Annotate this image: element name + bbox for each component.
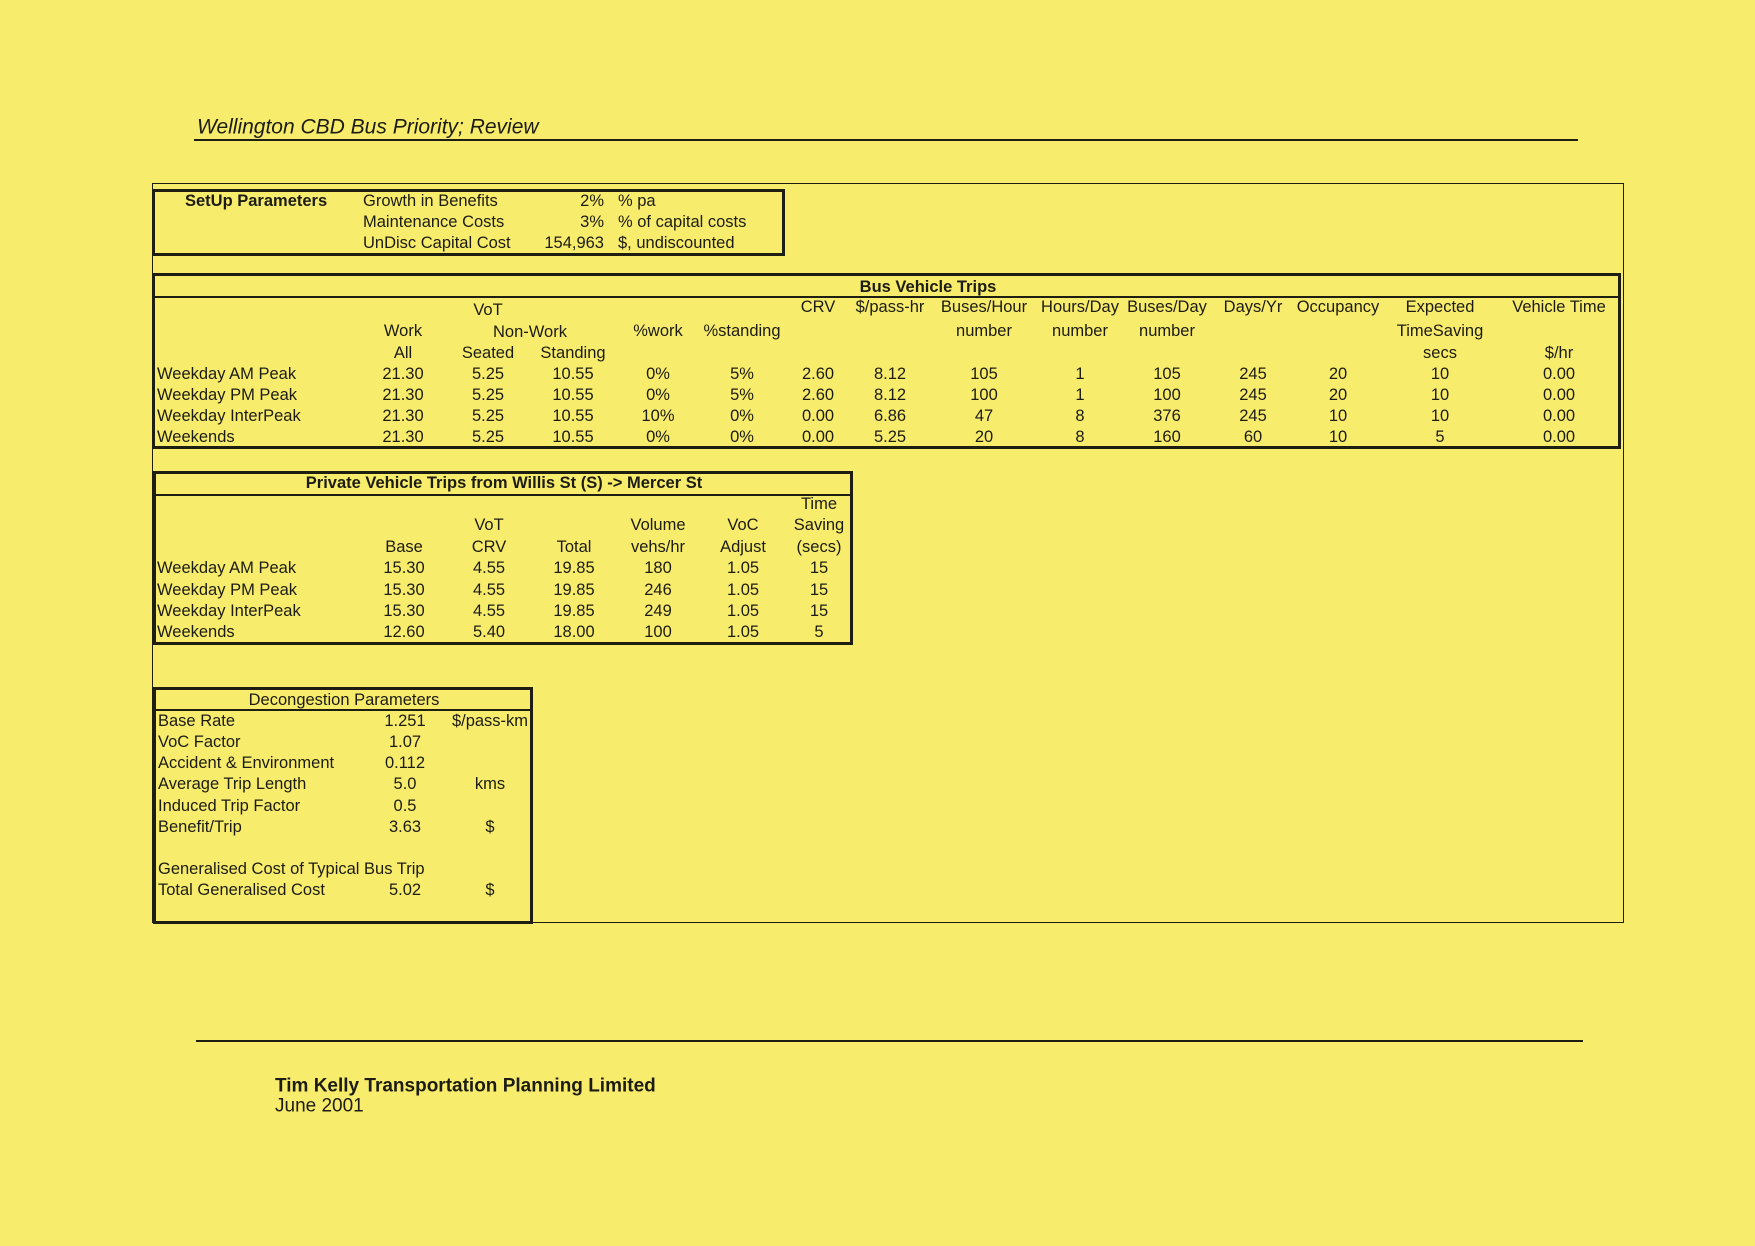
table-cell: 19.85 bbox=[553, 601, 595, 620]
table-cell: 0% bbox=[646, 364, 670, 383]
column-header: Expected bbox=[1405, 297, 1475, 316]
table-cell: 376 bbox=[1153, 406, 1181, 425]
table-cell: 10 bbox=[1430, 406, 1450, 425]
setup-unit: $, undiscounted bbox=[618, 233, 735, 252]
table-cell: 15 bbox=[809, 558, 829, 577]
setup-value: 154,963 bbox=[544, 233, 604, 252]
table-cell: 0.00 bbox=[1542, 406, 1576, 425]
footer-date: June 2001 bbox=[275, 1095, 364, 1117]
table-cell: $/pass-km bbox=[451, 711, 529, 730]
table-cell: 5.02 bbox=[388, 880, 422, 899]
table-cell: 15 bbox=[809, 601, 829, 620]
row-label: Weekday PM Peak bbox=[157, 385, 298, 404]
table-cell: 0.00 bbox=[801, 406, 835, 425]
table-cell: 4.55 bbox=[472, 601, 506, 620]
table-cell: 8.12 bbox=[873, 385, 907, 404]
column-header: Days/Yr bbox=[1223, 297, 1283, 316]
generalised-cost-title: Generalised Cost of Typical Bus Trip bbox=[158, 859, 425, 878]
column-header: number bbox=[1052, 321, 1108, 340]
footer-company: Tim Kelly Transportation Planning Limited bbox=[275, 1075, 656, 1097]
table-cell: 5.0 bbox=[393, 774, 417, 793]
row-label: Benefit/Trip bbox=[158, 817, 242, 836]
decongestion-header-rule bbox=[153, 709, 533, 711]
column-header: Work bbox=[383, 321, 423, 340]
table-cell: 249 bbox=[644, 601, 672, 620]
document-title: Wellington CBD Bus Priority; Review bbox=[197, 115, 539, 139]
table-cell: 0.00 bbox=[801, 427, 835, 446]
table-cell: kms bbox=[474, 774, 506, 793]
column-header: VoC bbox=[727, 515, 759, 534]
column-header: number bbox=[1139, 321, 1195, 340]
table-cell: 1 bbox=[1075, 385, 1085, 404]
footer-rule bbox=[196, 1040, 1583, 1042]
table-cell: 0% bbox=[730, 427, 754, 446]
column-header: Adjust bbox=[720, 537, 766, 556]
table-cell: 10.55 bbox=[552, 406, 594, 425]
column-header: TimeSaving bbox=[1396, 321, 1484, 340]
setup-label: Maintenance Costs bbox=[363, 212, 505, 231]
table-cell: 19.85 bbox=[553, 580, 595, 599]
table-cell: 0.00 bbox=[1542, 427, 1576, 446]
column-header: Total bbox=[556, 537, 592, 556]
column-header: %work bbox=[633, 321, 683, 340]
column-header: %standing bbox=[703, 321, 781, 340]
column-header: Time bbox=[800, 494, 838, 513]
table-cell: 4.55 bbox=[472, 558, 506, 577]
table-cell: 0% bbox=[646, 427, 670, 446]
decongestion-title: Decongestion Parameters bbox=[248, 690, 440, 709]
table-cell: 5.25 bbox=[471, 427, 505, 446]
table-cell: 5.40 bbox=[472, 622, 506, 641]
non-work-header: Non-Work bbox=[493, 322, 567, 341]
table-cell: 3.63 bbox=[388, 817, 422, 836]
table-cell: 18.00 bbox=[553, 622, 595, 641]
table-cell: 5% bbox=[730, 364, 754, 383]
table-cell: 1.251 bbox=[384, 711, 426, 730]
table-cell: 20 bbox=[1328, 385, 1348, 404]
table-cell: 15 bbox=[809, 580, 829, 599]
table-cell: 1.05 bbox=[726, 601, 760, 620]
table-cell: 0.00 bbox=[1542, 364, 1576, 383]
column-header: Volume bbox=[630, 515, 686, 534]
row-label: Total Generalised Cost bbox=[158, 880, 325, 899]
setup-label: UnDisc Capital Cost bbox=[363, 233, 511, 252]
column-header: Standing bbox=[540, 343, 606, 362]
table-cell: 47 bbox=[974, 406, 994, 425]
table-cell: 21.30 bbox=[382, 427, 424, 446]
row-label: Accident & Environment bbox=[158, 753, 335, 772]
table-cell: 0% bbox=[730, 406, 754, 425]
column-header: Buses/Day bbox=[1127, 297, 1207, 316]
table-cell: 5.25 bbox=[873, 427, 907, 446]
setup-title: SetUp Parameters bbox=[185, 191, 328, 210]
table-cell: 5.25 bbox=[471, 406, 505, 425]
table-cell: 15.30 bbox=[383, 558, 425, 577]
table-cell: $ bbox=[485, 880, 495, 899]
table-cell: 245 bbox=[1239, 364, 1267, 383]
table-cell: 60 bbox=[1243, 427, 1263, 446]
table-cell: 15.30 bbox=[383, 580, 425, 599]
table-cell: 20 bbox=[1328, 364, 1348, 383]
row-label: Weekday InterPeak bbox=[157, 601, 301, 620]
table-cell: 20 bbox=[974, 427, 994, 446]
table-cell: 12.60 bbox=[383, 622, 425, 641]
table-cell: 160 bbox=[1153, 427, 1181, 446]
column-header: number bbox=[956, 321, 1012, 340]
table-cell: 8 bbox=[1075, 406, 1085, 425]
column-header: Vehicle Time bbox=[1512, 297, 1606, 316]
row-label: Weekday InterPeak bbox=[157, 406, 301, 425]
column-header: Saving bbox=[793, 515, 845, 534]
setup-value: 2% bbox=[580, 191, 604, 210]
vot-header: VoT bbox=[473, 300, 503, 319]
column-header: CRV bbox=[800, 297, 836, 316]
table-cell: 246 bbox=[644, 580, 672, 599]
table-cell: 1.05 bbox=[726, 558, 760, 577]
table-cell: $ bbox=[485, 817, 495, 836]
table-cell: 15.30 bbox=[383, 601, 425, 620]
table-cell: 6.86 bbox=[873, 406, 907, 425]
private-title: Private Vehicle Trips from Willis St (S) -> Mercer St bbox=[305, 473, 703, 492]
table-cell: 10.55 bbox=[552, 385, 594, 404]
table-cell: 105 bbox=[1153, 364, 1181, 383]
row-label: VoC Factor bbox=[158, 732, 241, 751]
row-label: Weekday AM Peak bbox=[157, 558, 297, 577]
column-header: $/pass-hr bbox=[855, 297, 925, 316]
row-label: Base Rate bbox=[158, 711, 236, 730]
table-cell: 2.60 bbox=[801, 364, 835, 383]
setup-unit: % of capital costs bbox=[618, 212, 747, 231]
column-header: All bbox=[393, 343, 413, 362]
table-cell: 8 bbox=[1075, 427, 1085, 446]
row-label: Weekends bbox=[157, 427, 235, 446]
table-cell: 100 bbox=[970, 385, 998, 404]
table-cell: 0.5 bbox=[393, 796, 417, 815]
row-label: Weekends bbox=[157, 622, 235, 641]
table-cell: 5 bbox=[814, 622, 824, 641]
table-cell: 105 bbox=[970, 364, 998, 383]
column-header: $/hr bbox=[1544, 343, 1574, 362]
table-cell: 1.05 bbox=[726, 622, 760, 641]
column-header: secs bbox=[1423, 343, 1457, 362]
table-cell: 21.30 bbox=[382, 364, 424, 383]
table-cell: 5.25 bbox=[471, 385, 505, 404]
bus-title: Bus Vehicle Trips bbox=[859, 277, 997, 296]
column-header: Seated bbox=[461, 343, 515, 362]
table-cell: 10 bbox=[1328, 427, 1348, 446]
table-cell: 245 bbox=[1239, 385, 1267, 404]
column-header: Base bbox=[385, 537, 423, 556]
table-cell: 1.05 bbox=[726, 580, 760, 599]
table-cell: 10.55 bbox=[552, 364, 594, 383]
column-header: vehs/hr bbox=[630, 537, 686, 556]
table-cell: 1 bbox=[1075, 364, 1085, 383]
table-cell: 0.00 bbox=[1542, 385, 1576, 404]
column-header: (secs) bbox=[796, 537, 842, 556]
table-cell: 100 bbox=[644, 622, 672, 641]
private-header-rule bbox=[153, 494, 853, 496]
table-cell: 5 bbox=[1435, 427, 1445, 446]
column-header: VoT bbox=[474, 515, 504, 534]
table-cell: 1.07 bbox=[388, 732, 422, 751]
table-cell: 10% bbox=[641, 406, 675, 425]
table-cell: 100 bbox=[1153, 385, 1181, 404]
table-cell: 245 bbox=[1239, 406, 1267, 425]
table-cell: 10 bbox=[1430, 385, 1450, 404]
table-cell: 10 bbox=[1430, 364, 1450, 383]
table-cell: 4.55 bbox=[472, 580, 506, 599]
table-cell: 10.55 bbox=[552, 427, 594, 446]
row-label: Weekday PM Peak bbox=[157, 580, 298, 599]
table-cell: 0.112 bbox=[384, 753, 426, 772]
table-cell: 5% bbox=[730, 385, 754, 404]
table-cell: 21.30 bbox=[382, 385, 424, 404]
table-cell: 10 bbox=[1328, 406, 1348, 425]
header-rule bbox=[194, 139, 1578, 141]
table-cell: 5.25 bbox=[471, 364, 505, 383]
column-header: Buses/Hour bbox=[940, 297, 1028, 316]
table-cell: 8.12 bbox=[873, 364, 907, 383]
table-cell: 2.60 bbox=[801, 385, 835, 404]
table-cell: 0% bbox=[646, 385, 670, 404]
setup-label: Growth in Benefits bbox=[363, 191, 498, 210]
table-cell: 180 bbox=[644, 558, 672, 577]
row-label: Average Trip Length bbox=[158, 774, 307, 793]
row-label: Induced Trip Factor bbox=[158, 796, 301, 815]
setup-value: 3% bbox=[580, 212, 604, 231]
column-header: Hours/Day bbox=[1041, 297, 1119, 316]
column-header: CRV bbox=[471, 537, 507, 556]
column-header: Occupancy bbox=[1296, 297, 1380, 316]
setup-unit: % pa bbox=[618, 191, 656, 210]
row-label: Weekday AM Peak bbox=[157, 364, 297, 383]
table-cell: 19.85 bbox=[553, 558, 595, 577]
table-cell: 21.30 bbox=[382, 406, 424, 425]
